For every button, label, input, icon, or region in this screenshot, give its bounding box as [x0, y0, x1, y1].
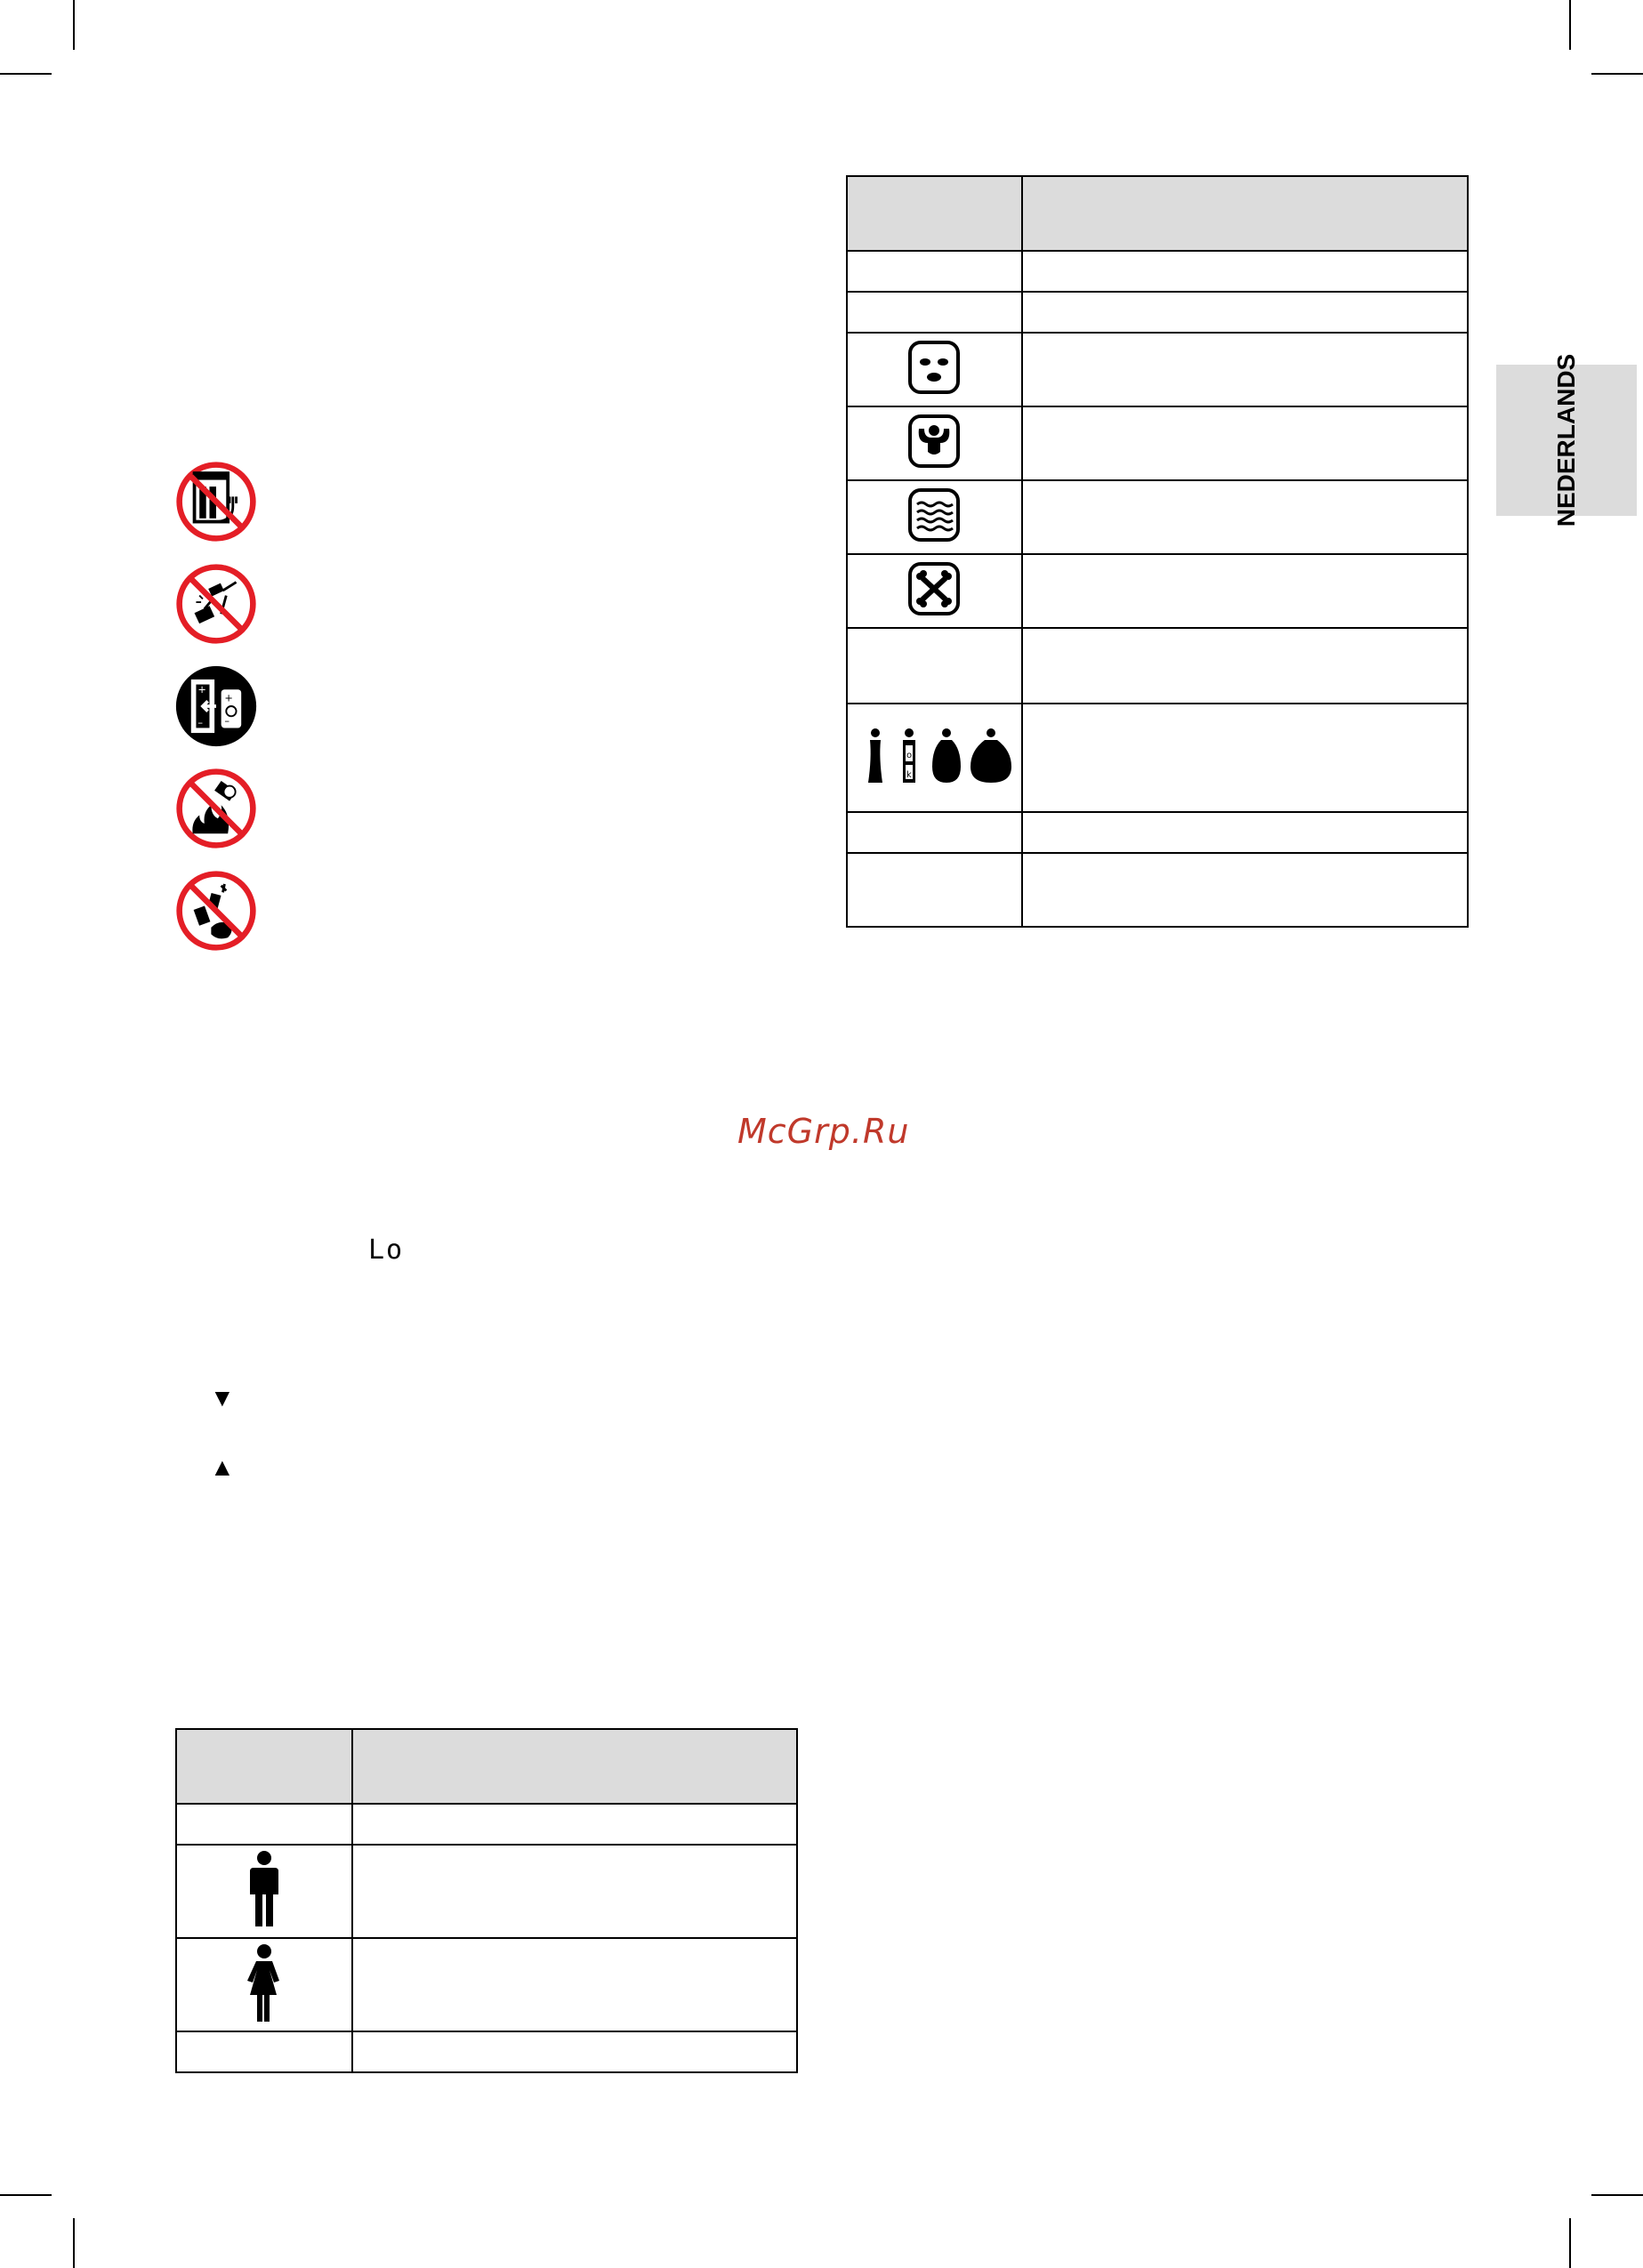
table-header-row	[176, 1729, 797, 1804]
down-arrow-icon: ▼	[210, 1384, 235, 1411]
crop-mark	[0, 73, 52, 75]
body-fat-icon	[908, 341, 960, 394]
crop-mark	[73, 0, 75, 50]
svg-text:–: –	[224, 715, 230, 728]
table-row	[847, 628, 1468, 704]
table-row	[847, 333, 1468, 406]
male-icon	[246, 1850, 282, 1928]
no-battery-in-device-icon	[174, 460, 258, 543]
table-row	[176, 1804, 797, 1845]
up-arrow-icon: ▲	[210, 1453, 235, 1481]
crop-mark	[1569, 2218, 1571, 2268]
water-icon	[908, 488, 960, 542]
svg-text:+: +	[224, 692, 233, 704]
crop-mark	[73, 2218, 75, 2268]
table-row	[176, 1845, 797, 1938]
table-row	[847, 812, 1468, 853]
bone-icon	[908, 562, 960, 615]
battery-polarity-icon	[174, 664, 258, 748]
table-row	[847, 251, 1468, 292]
measurement-modes-table	[846, 175, 1469, 928]
table-row	[176, 1938, 797, 2031]
crop-mark	[1591, 73, 1643, 75]
no-household-waste-icon	[174, 869, 258, 953]
table-row	[176, 2031, 797, 2072]
female-icon	[242, 1943, 286, 2022]
svg-text:–: –	[197, 717, 203, 729]
gender-table	[175, 1728, 798, 2073]
language-label: NEDERLANDS	[1552, 353, 1580, 527]
table-row	[847, 853, 1468, 927]
table-row	[847, 480, 1468, 554]
language-tab	[1496, 353, 1637, 527]
svg-text:k: k	[906, 769, 913, 780]
no-fire-icon	[174, 767, 258, 850]
table-row	[847, 704, 1468, 812]
display-readout: Lo	[368, 1235, 405, 1266]
table-row	[847, 406, 1468, 480]
table-row	[847, 292, 1468, 333]
crop-mark	[0, 2194, 52, 2196]
crop-mark	[1569, 0, 1571, 50]
no-short-circuit-icon	[174, 562, 258, 646]
crop-mark	[1591, 2194, 1643, 2196]
table-row	[847, 554, 1468, 628]
svg-text:o: o	[906, 750, 913, 760]
svg-text:+: +	[197, 683, 206, 696]
body-shape-icons	[854, 728, 1014, 784]
table-header-row	[847, 176, 1468, 251]
watermark: McGrp.Ru	[737, 1112, 910, 1151]
muscle-icon	[908, 414, 960, 468]
